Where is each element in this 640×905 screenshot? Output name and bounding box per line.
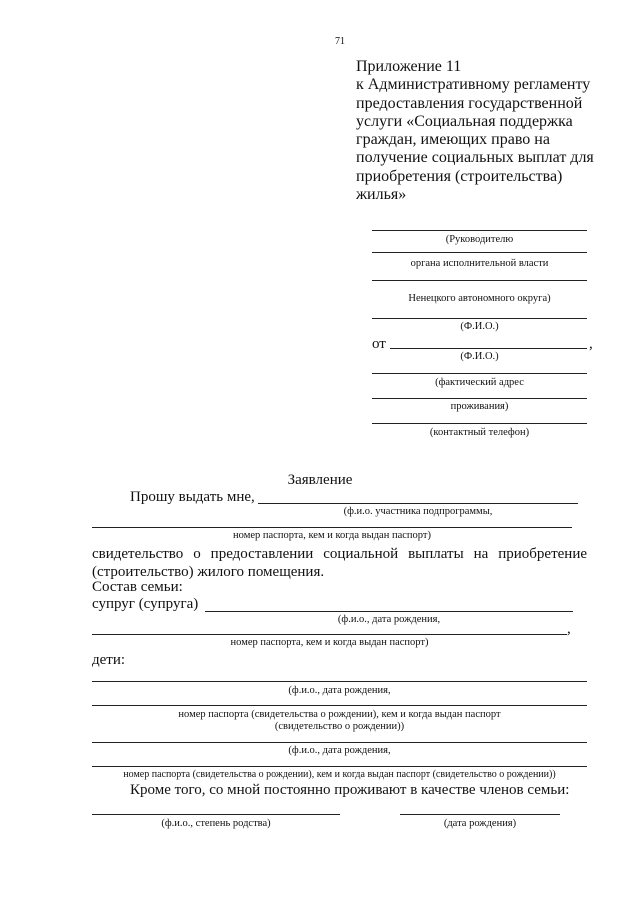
body-line: (строительство) жилого помещения. (92, 564, 325, 580)
addressee-line[interactable] (372, 230, 587, 231)
phone-label: (контактный телефон) (429, 427, 530, 438)
fio-label: (Ф.И.О.) (460, 351, 499, 362)
from-line[interactable] (390, 348, 587, 349)
relation-hint: (ф.и.о., степень родства) (161, 818, 271, 829)
statement-title: Заявление (287, 472, 353, 488)
spouse-comma: , (567, 621, 571, 637)
body-line: свидетельство о предоставлении социальной выплаты на приобретение (92, 546, 587, 562)
page-number: 71 (335, 36, 345, 47)
address-label: (фактический адрес (435, 377, 524, 388)
org-label: органа исполнительной власти (410, 258, 549, 269)
child2-doc-hint: номер паспорта (свидетельства о рождении), кем и когда выдан паспорт (свидетельство о рождении)) (123, 769, 556, 780)
child1-doc-hint: (свидетельство о рождении)) (274, 721, 405, 732)
cohabitants-text: Кроме того, со мной постоянно проживают в качестве членов семьи: (130, 782, 570, 798)
addressee-line[interactable] (372, 252, 587, 253)
relation-line[interactable] (92, 814, 340, 815)
birthdate-hint: (дата рождения) (443, 818, 517, 829)
address-line[interactable] (372, 373, 587, 374)
passport-hint: номер паспорта, кем и когда выдан паспорт) (233, 530, 431, 541)
spouse-passport-hint: номер паспорта, кем и когда выдан паспорт) (230, 637, 429, 648)
appendix-line: граждан, имеющих право на (356, 131, 550, 149)
child2-line[interactable] (92, 742, 587, 743)
spouse-label: супруг (супруга) (92, 596, 199, 612)
address-line[interactable] (372, 398, 587, 399)
body-text (92, 545, 587, 581)
appendix-line: к Административному регламенту (356, 76, 591, 94)
participant-line[interactable] (258, 503, 578, 504)
appendix-line: предоставления государственной (356, 94, 583, 112)
spouse-line[interactable] (205, 611, 573, 612)
phone-line[interactable] (372, 423, 587, 424)
child1-line[interactable] (92, 681, 587, 682)
appendix-line: услуги «Социальная поддержка (356, 112, 573, 130)
participant-hint: (ф.и.о. участника подпрограммы, (343, 506, 493, 517)
from-comma: , (589, 336, 593, 352)
appendix-line: жилья» (356, 186, 407, 204)
appendix-line: приобретения (строительства) (356, 167, 563, 185)
family-heading: Состав семьи: (92, 579, 183, 595)
fio-line[interactable] (372, 318, 587, 319)
request-text: Прошу выдать мне, (130, 489, 255, 505)
birthdate-line[interactable] (400, 814, 560, 815)
appendix-title: Приложение 11 (356, 58, 462, 75)
child1-doc-line[interactable] (92, 705, 587, 706)
passport-line[interactable] (92, 527, 572, 528)
child2-hint: (ф.и.о., дата рождения, (288, 745, 391, 756)
appendix-line: получение социальных выплат для (356, 149, 594, 167)
head-label: (Руководителю (445, 234, 514, 245)
from-label: от (372, 336, 386, 352)
spouse-hint: (ф.и.о., дата рождения, (337, 614, 441, 625)
fio-label: (Ф.И.О.) (460, 321, 499, 332)
children-label: дети: (92, 652, 126, 668)
child2-doc-line[interactable] (92, 766, 587, 767)
address-label: проживания) (450, 401, 509, 412)
appendix-block (356, 58, 626, 204)
child1-doc-hint: номер паспорта (свидетельства о рождении), кем и когда выдан паспорт (178, 709, 501, 720)
child1-hint: (ф.и.о., дата рождения, (288, 685, 391, 696)
spouse-passport-line[interactable] (92, 634, 567, 635)
addressee-line[interactable] (372, 280, 587, 281)
region-label: Ненецкого автономного округа) (408, 293, 551, 304)
